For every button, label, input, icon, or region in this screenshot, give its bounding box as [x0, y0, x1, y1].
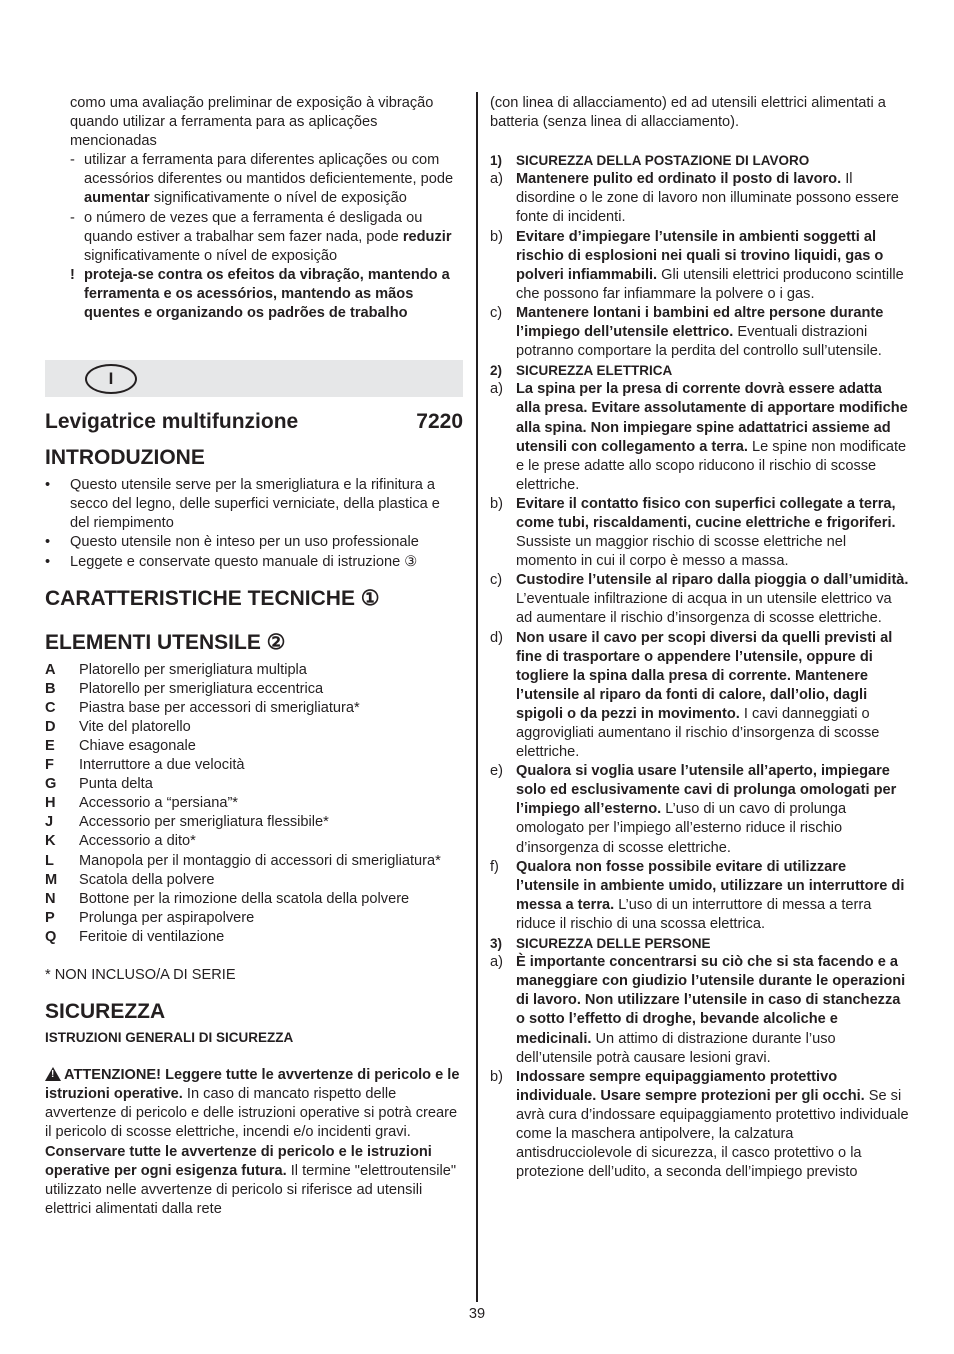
component-text: Bottone per la rimozione della scatola della polvere: [79, 890, 410, 907]
safety-item: b) Evitare d’impiegare l’utensile in ambienti soggetti al rischio di esplosioni nei quali si trovino liquidi, gas o polveri infiammabili. Gli utensili elettrici producono scintille che possono far infiammare la polvere o i gas.: [490, 228, 904, 302]
component-item: [45, 871, 463, 890]
safety-heading: SICUREZZA: [45, 1000, 166, 1024]
component-text: Punta delta: [79, 776, 153, 793]
safety-item: d) Non usare il cavo per scopi diversi da quelli previsti al fine di trasportare o appendere l’utensile, oppure di togliere la spina dalla presa di corrente. Mantenere l’utensile al riparo da fonti di calore, dall’olio, dagli spigoli o da pezzi in movimento. I cavi danneggiati o aggrovigliati aumentano il rischio d’insorgenza di scosse elettriche.: [490, 629, 893, 761]
safety-item: a) È importante concentrarsi su ciò che si sta facendo e a maneggiare con giudizio l’utensile durante le operazioni di lavoro. Non utilizzare l’utensile in caso di stanchezza o sotto l’effetto di droghe, bevande alcoliche e medicinali. Un attimo di distrazione durante l’uso dell’utensile potrà causare lesioni gravi.: [490, 954, 906, 1066]
component-item: [45, 852, 463, 871]
list-item: • Questo utensile serve per la smerigliatura e la rifinitura a secco del legno, delle superfici verniciate, della plastica e del riempimento: [45, 477, 440, 532]
component-text: Platorello per smerigliatura multipla: [79, 661, 307, 678]
component-item: [45, 756, 463, 775]
component-item: [45, 813, 463, 832]
safety-item: f) Qualora non fosse possibile evitare di utilizzare l’utensile in ambiente umido, utilizzare un interruttore di messa a terra. L’uso di un interruttore di messa a terra riduce il rischio di una scossa elettrica.: [490, 858, 905, 932]
component-letter: K: [45, 833, 56, 850]
vibration-dash-item: - utilizar a ferramenta para diferentes aplicações ou com acessórios diferentes ou mantidos deficientemente, pode aumentar significativamente o nível de exposição: [70, 152, 454, 207]
language-bar: [45, 360, 463, 397]
component-letter: E: [45, 737, 55, 754]
component-letter: N: [45, 890, 56, 907]
product-code: 7220: [416, 410, 463, 434]
component-letter: J: [45, 814, 54, 831]
component-text: Feritoie di ventilazione: [79, 928, 225, 945]
safety-item: b) Indossare sempre equipaggiamento protettivo individuale. Usare sempre protezioni per gli occhi. Se si avrà cura d’indossare equipaggiamento protettivo individuale come la maschera antipolvere, la calzatura antisdrucciolevole di sicurezza, il casco protettivo o la protezione dell’udito, a seconda dell’impiego previsto: [490, 1068, 909, 1181]
component-item: [45, 718, 463, 737]
component-text: Interruttore a due velocità: [79, 757, 245, 774]
column-divider: [476, 92, 478, 1302]
component-text: Platorello per smerigliatura eccentrica: [79, 680, 324, 697]
tech-specs-heading: CARATTERISTICHE TECNICHE ①: [45, 586, 380, 610]
component-letter: P: [45, 909, 55, 926]
component-item: [45, 737, 463, 756]
component-item: [45, 909, 463, 928]
component-list: [45, 661, 463, 947]
right-column: [490, 94, 910, 1182]
component-text: Chiave esagonale: [79, 737, 196, 754]
component-item: [45, 794, 463, 813]
component-letter: B: [45, 680, 56, 697]
component-letter: F: [45, 757, 54, 774]
list-item: • Questo utensile non è inteso per un uso professionale: [45, 534, 419, 551]
tool-elements-heading: ELEMENTI UTENSILE ②: [45, 630, 286, 654]
section-heading: 1) SICUREZZA DELLA POSTAZIONE DI LAVORO: [490, 153, 810, 169]
safety-item: a) La spina per la presa di corrente dovrà essere adatta alla presa. Evitare assolutamente di apportare modifiche alla spina. Non impiegare spine adattatrici assieme ad utensili con collegamento a terra. Le spine non modificate e le prese adatte allo scopo riducono il rischio di scosse elettriche.: [490, 381, 908, 493]
component-text: Prolunga per aspirapolvere: [79, 909, 255, 926]
product-title-row: [45, 410, 463, 434]
section-heading: 2) SICUREZZA ELETTRICA: [490, 363, 673, 379]
component-letter: A: [45, 661, 56, 678]
component-letter: D: [45, 718, 56, 735]
language-badge: I: [85, 364, 137, 394]
component-text: Accessorio a dito*: [79, 833, 196, 850]
component-item: [45, 680, 463, 699]
not-included-note: * NON INCLUSO/A DI SERIE: [45, 967, 236, 983]
vibration-intro: como uma avaliação preliminar de exposição à vibração quando utilizar a ferramenta para as aplicações mencionadas: [70, 95, 434, 150]
component-letter: G: [45, 776, 57, 793]
safety-warning-paragraph: !ATTENZIONE! Leggere tutte le avvertenze di pericolo e le istruzioni operative. In caso di mancato rispetto delle avvertenze di pericolo e delle istruzioni operative si potrà creare il pericolo di scosse elettriche, incendi e/o incidenti gravi. Conservare tutte le avvertenze di pericolo e le istruzioni operative per ogni esigenza futura. Il termine "elettroutensile" utilizzato nelle avvertenze di pericolo si riferisce ad utensili elettrici alimentati dalla rete: [45, 1066, 463, 1219]
component-letter: M: [45, 871, 58, 888]
safety-item: a) Mantenere pulito ed ordinato il posto di lavoro. Il disordine o le zone di lavoro non illuminate possono essere fonte di incidenti.: [490, 171, 899, 226]
safety-item: b) Evitare il contatto fisico con superfici collegate a terra, come tubi, riscaldamenti, cucine elettriche e frigoriferi. Sussiste un maggior rischio di scosse elettriche nel momento in cui il corpo è messo a massa.: [490, 495, 896, 570]
list-item: • Leggete e conservate questo manuale di istruzione ③: [45, 553, 418, 570]
component-text: Scatola della polvere: [79, 871, 215, 888]
page-number: 39: [468, 1306, 486, 1322]
product-title: Levigatrice multifunzione: [45, 410, 299, 434]
component-item: [45, 775, 463, 794]
safety-item: e) Qualora si voglia usare l’utensile all’aperto, impiegare solo ed esclusivamente cavi di prolunga omologati per l’impiego all’esterno. L’uso di un cavo di prolunga omologato per l’impiego all’esterno riduce il rischio d’insorgenza di scosse elettriche.: [490, 763, 897, 856]
component-letter: Q: [45, 928, 57, 945]
component-item: [45, 928, 463, 947]
component-letter: C: [45, 699, 56, 716]
intro-heading: INTRODUZIONE: [45, 446, 205, 470]
vibration-protection-note: ! proteja-se contra os efeitos da vibração, mantendo a ferramenta e os acessórios, mantendo as mãos quentes e organizando os padrões de trabalho: [70, 266, 450, 322]
vibration-dash-item: - o número de vezes que a ferramenta é desligada ou quando estiver a trabalhar sem fazer nada, pode reduzir significativamente o nível de exposição: [70, 209, 452, 264]
continuation-paragraph: (con linea di allacciamento) ed ad utensili elettrici alimentati a batteria (senza linea di allacciamento).: [490, 95, 886, 131]
component-text: Accessorio per smerigliatura flessibile*: [79, 814, 329, 831]
intro-bullet-list: [45, 476, 463, 571]
warning-triangle-icon: [45, 1067, 61, 1081]
section-heading: 3) SICUREZZA DELLE PERSONE: [490, 936, 711, 952]
component-text: Manopola per il montaggio di accessori di smerigliatura*: [79, 852, 441, 869]
component-item: [45, 832, 463, 851]
component-item: [45, 890, 463, 909]
component-letter: L: [45, 852, 54, 869]
left-column: [45, 94, 463, 1219]
component-text: Accessorio a “persiana”*: [79, 795, 238, 812]
safety-subheading: ISTRUZIONI GENERALI DI SICUREZZA: [45, 1030, 294, 1046]
component-text: Piastra base per accessori di smerigliatura*: [79, 699, 360, 716]
safety-item: c) Mantenere lontani i bambini ed altre persone durante l’impiego dell’utensile elettrico. Eventuali distrazioni potranno comportare la perdita del controllo sull’utensile.: [490, 304, 884, 360]
component-item: [45, 699, 463, 718]
component-letter: H: [45, 795, 56, 812]
safety-sections: [490, 151, 910, 1182]
safety-item: c) Custodire l’utensile al riparo dalla pioggia o dall’umidità. L’eventuale infiltrazione di acqua in un utensile elettrico va ad aumentare il rischio d’insorgenza di scosse elettriche.: [490, 572, 909, 627]
component-text: Vite del platorello: [79, 718, 191, 735]
component-item: [45, 661, 463, 680]
